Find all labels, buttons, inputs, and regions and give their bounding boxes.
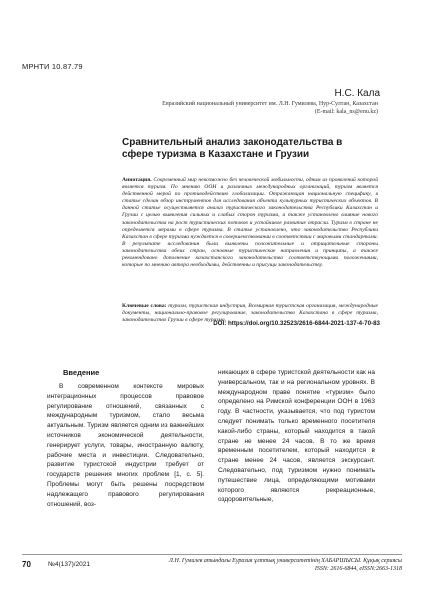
footer-divider <box>22 554 402 555</box>
abstract-text: Современный мир невозможно без человеческой мобильности, одним из проявлений которой является туризм. По мнению ООН и различных международных организаций, туризм является действенной мерой по противодействию глобализации. Отражающая национальную специфику, в статье сделан обзор инструментов для исследования объекта культурных туристических объектов. В данной статье осуществляется анализ туристического законодательства Республики Казахстан и Грузии с целью выявления сильных и слабых сторон туризма, а также установлено влияние нового законодательства на рост туристических потоков и устойчивое развитие отрасли. Туризм в стране не определяется мерами в сфере туризма. В статье установлено, что законодательство Республики Казахстан в сфере туризма нуждается в совершенствовании в соответствии с мировыми стандартами. В результате исследования были выявлены положительные и отрицательные стороны законодательства обеих стран, основные туристические направления и принципы, а также рекомендовано дополнение казахстанского законодательства соответствующими положениями, которые по мнению автора необходимы, действенны и присущи законодательству. <box>122 177 378 269</box>
doi-link[interactable]: DOI: https://doi.org/10.32523/2616-6844-2021-137-4-70-83 <box>213 320 380 327</box>
author-affiliation: Евразийский национальный университет им. Л.Н. Гумилева, Нур-Султан, Казахстан <box>162 101 378 107</box>
article-title: Сравнительный анализ законодательства в сфере туризма в Казахстане и Грузии <box>122 137 343 160</box>
body-column-right <box>218 368 375 505</box>
paragraph: В современном контексте мировых интеграционных процессов правовое регулирование отношений, связанных с международным туризмом, стало весьма актуальным. Туризм является одним из важнейших источников экономической деятельности, генерирует услуги, товары, иностранную валюту, рабочие места и инвестиции. Следовательно, развитие туристской индустрии требует от государств решения многих проблем [1, с. 5]. Проблемы могут быть решены посредством надлежащего правового регулирования отношений, воз- <box>47 383 204 508</box>
journal-issn: ISSN: 2616-6844, eISSN:2663-1318 <box>314 566 402 572</box>
keywords-text: туризм, туристская индустрия, Всемирная туристская организация, международные документы, национально-правовое регулирование, законодательство Казахстана в сфере туризма, законодательство Грузии в сфере туризма. <box>122 303 378 324</box>
abstract <box>122 177 378 269</box>
intro-heading: Введение <box>63 368 100 377</box>
keywords-label: Ключевые слова: <box>122 303 167 309</box>
abstract-label: Аннотация. <box>122 177 152 183</box>
body-column-left <box>47 382 204 509</box>
journal-title: Л.Н. Гумилев атындағы Еуразия ұлттық университетінің ХАБАРШЫСЫ. Құқық сериясы <box>168 558 402 564</box>
mrnti-code: МРНТИ 10.87.79 <box>22 62 83 71</box>
paragraph: никающих в сфере туристской деятельности как на универсальном, так и на региональном уровнях. В международном праве понятие «туризм» было определено на Римской конференции ООН в 1963 году. В частности, указывается, что под туристом следует понимать только временного посетителя какой-либо страны, который находится в такой стране не менее 24 часов. В то же время временным посетителем, который находится в стране менее 24 часов, является экскурсант. Следовательно, под туризмом нужно понимать путешествие лица, определяющими мотивами которого являются рекреационные, оздоровительные, <box>218 369 375 504</box>
author-name: Н.С. Кала <box>334 88 380 99</box>
author-email: (E-mail: kala_ns@enu.kz) <box>314 109 378 115</box>
issue-number: №4(137)/2021 <box>48 561 91 568</box>
page-number: 70 <box>22 560 31 569</box>
